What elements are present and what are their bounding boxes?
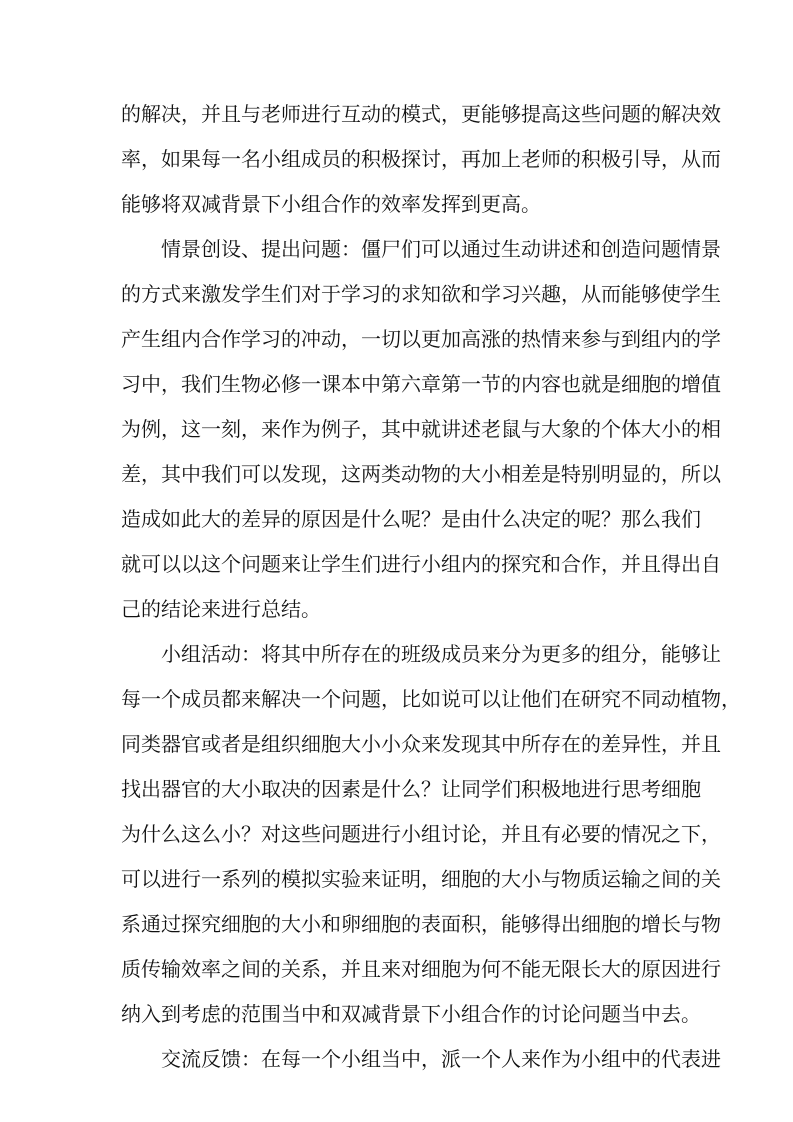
- paragraph-scenario: [121, 227, 721, 632]
- text-line: 找出器官的大小取决的因素是什么？让同学们积极地进行思考细胞: [121, 777, 701, 801]
- text-line: 为什么这么小？对这些问题进行小组讨论，并且有必要的情况之下，: [121, 822, 721, 846]
- text-line: 纳入到考虑的范围当中和双减背景下小组合作的讨论问题当中去。: [121, 1002, 701, 1026]
- text-line: 产生组内合作学习的冲动，一切以更加高涨的热情来参与到组内的学: [121, 327, 721, 351]
- text-line: 可以进行一系列的模拟实验来证明，细胞的大小与物质运输之间的关: [121, 867, 721, 891]
- text-line: 就可以以这个问题来让学生们进行小组内的探究和合作，并且得出自: [121, 552, 721, 576]
- text-line: 差，其中我们可以发现，这两类动物的大小相差是特别明显的，所以: [121, 462, 721, 486]
- text-line: 习中，我们生物必修一课本中第六章第一节的内容也就是细胞的增值: [121, 372, 721, 396]
- text-line: 己的结论来进行总结。: [121, 597, 321, 621]
- text-line: 造成如此大的差异的原因是什么呢？是由什么决定的呢？那么我们: [121, 507, 701, 531]
- text-line: 小组活动：将其中所存在的班级成员来分为更多的组分，能够让: [161, 642, 721, 666]
- text-line: 情景创设、提出问题：僵尸们可以通过生动讲述和创造问题情景: [161, 237, 721, 261]
- text-line: 的方式来激发学生们对于学习的求知欲和学习兴趣，从而能够使学生: [121, 282, 721, 306]
- paragraph-group-activity: [121, 632, 741, 1037]
- paragraph-feedback: [121, 1037, 721, 1082]
- paragraph-continuation: [121, 92, 721, 227]
- text-line: 率，如果每一名小组成员的积极探讨，再加上老师的积极引导，从而: [121, 147, 721, 171]
- text-line: 每一个成员都来解决一个问题，比如说可以让他们在研究不同动植物，: [121, 687, 741, 711]
- body-text: [121, 92, 741, 1082]
- text-line: 为例，这一刻，来作为例子，其中就讲述老鼠与大象的个体大小的相: [121, 417, 721, 441]
- text-line: 的解决，并且与老师进行互动的模式，更能够提高这些问题的解决效: [121, 102, 721, 126]
- text-line: 能够将双减背景下小组合作的效率发挥到更高。: [121, 192, 541, 216]
- text-line: 系通过探究细胞的大小和卵细胞的表面积，能够得出细胞的增长与物: [121, 912, 721, 936]
- text-line: 同类器官或者是组织细胞大小小众来发现其中所存在的差异性，并且: [121, 732, 721, 756]
- text-line: 质传输效率之间的关系，并且来对细胞为何不能无限长大的原因进行: [121, 957, 721, 981]
- text-line: 交流反馈：在每一个小组当中，派一个人来作为小组中的代表进: [161, 1047, 721, 1071]
